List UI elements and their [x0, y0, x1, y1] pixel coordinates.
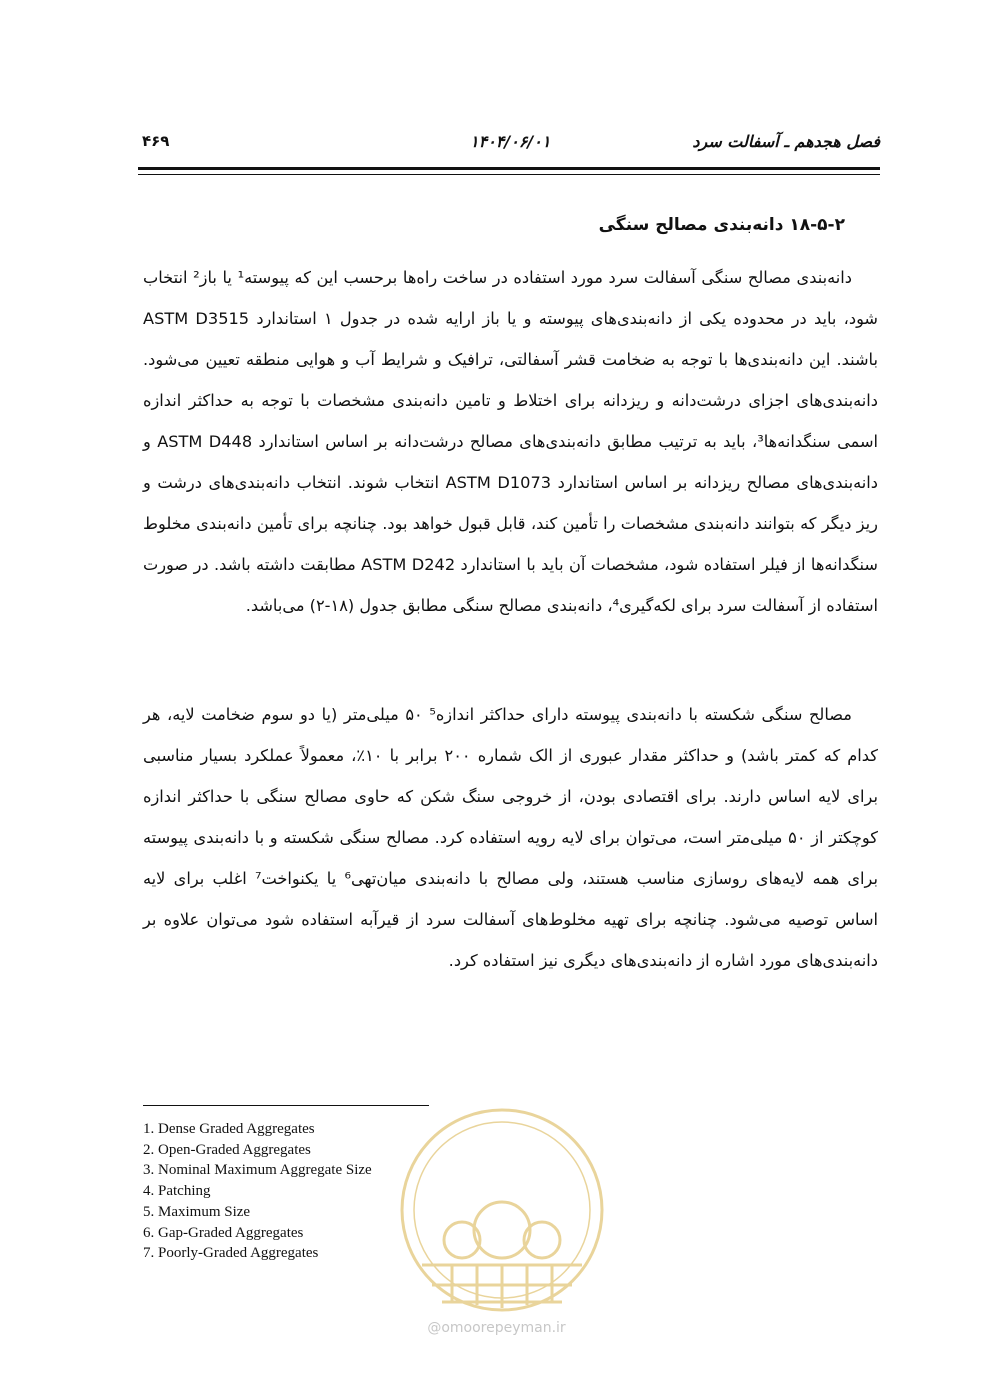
chapter-title: فصل هجدهم ـ آسفالت سرد — [692, 132, 880, 151]
page-number: ۴۶۹ — [142, 132, 170, 150]
footnote-item: 1. Dense Graded Aggregates — [143, 1121, 315, 1137]
header-date: ۱۴۰۴/۰۶/۰۱ — [470, 132, 551, 151]
body-paragraph-2: مصالح سنگی شکسته با دانه‌بندی پیوسته دارای حداکثر اندازه⁵ ۵۰ میلی‌متر (یا دو سوم ضخامت لایه، هر کدام که کمتر باشد) و حداکثر مقدار عبوری از الک شماره ۲۰۰ برابر با ۱۰٪، معمولاً عملکرد بسیار مناسبی برای لایه اساس دارند. برای اقتصادی بودن، از خروجی سنگ شکن که حاوی مصالح سنگی با حداکثر اندازه کوچکتر از ۵۰ میلی‌متر است، می‌توان برای لایه رویه استفاده کرد. مصالح سنگی شکسته و با دانه‌بندی پیوسته برای همه لایه‌های روسازی مناسب هستند، ولی مصالح با دانه‌بندی میان‌تهی⁶ یا یکنواخت⁷ اغلب برای لایه اساس توصیه می‌شود. چنانچه برای تهیه مخلوط‌های آسفالت سرد از قیرآبه استفاده شود می‌توان علاوه بر دانه‌بندی‌های مورد اشاره از دانه‌بندی‌های دیگری نیز استفاده کرد. — [143, 705, 879, 970]
footnote-item: 3. Nominal Maximum Aggregate Size — [143, 1162, 372, 1179]
footnote-item: 6. Gap-Graded Aggregates — [143, 1224, 304, 1241]
body-paragraph-1: دانه‌بندی مصالح سنگی آسفالت سرد مورد استفاده در ساخت راه‌ها برحسب این که پیوسته¹ یا باز² انتخاب شود، باید در محدوده یکی از دانه‌بندی‌های پیوسته و یا باز ارایه شده در جدول ۱ استاندارد ASTM D3515 باشند. این دانه‌بندی‌ها با توجه به ضخامت قشر آسفالتی، ترافیک و شرایط آب و هوایی منطقه تعیین می‌شود. دانه‌بندی‌های اجزای درشت‌دانه و ریزدانه برای اختلاط و تامین دانه‌بندی مشخصات با توجه به حداکثر اندازه اسمی سنگدانه‌ها³، باید به ترتیب مطابق دانه‌بندی‌های مصالح درشت‌دانه بر اساس استاندارد ASTM D448 و دانه‌بندی‌های مصالح ریزدانه بر اساس استاندارد ASTM D1073 انتخاب شوند. انتخاب دانه‌بندی‌های درشت و ریز دیگر که بتوانند دانه‌بندی مشخصات را تأمین کند، قابل قبول خواهد بود. چنانچه برای تأمین دانه‌بندی مخلوط سنگدانه‌ها از فیلر استفاده شود، مشخصات آن باید با استاندارد ASTM D242 مطابقت داشته باشد. در صورت استفاده از آسفالت سرد برای لکه‌گیری⁴، دانه‌بندی مصالح سنگی مطابق جدول (۱۸-۲) می‌باشد. — [143, 268, 878, 615]
watermark-url: @omoorepeyman.ir — [427, 1320, 566, 1336]
footnote-item: 4. Patching — [143, 1183, 211, 1200]
header-rule-thin — [138, 174, 880, 175]
footnote-divider — [143, 1105, 429, 1106]
section-heading: ۱۸-۵-۲ دانه‌بندی مصالح سنگی — [598, 215, 845, 235]
footnote-item: 2. Open-Graded Aggregates — [143, 1141, 311, 1158]
footnote-list — [143, 1119, 543, 1264]
footnote-item: 5. Maximum Size — [143, 1203, 251, 1220]
page-header — [140, 128, 880, 158]
header-rule-thick — [138, 167, 880, 170]
footnote-item: 7. Poorly-Graded Aggregates — [143, 1245, 319, 1262]
